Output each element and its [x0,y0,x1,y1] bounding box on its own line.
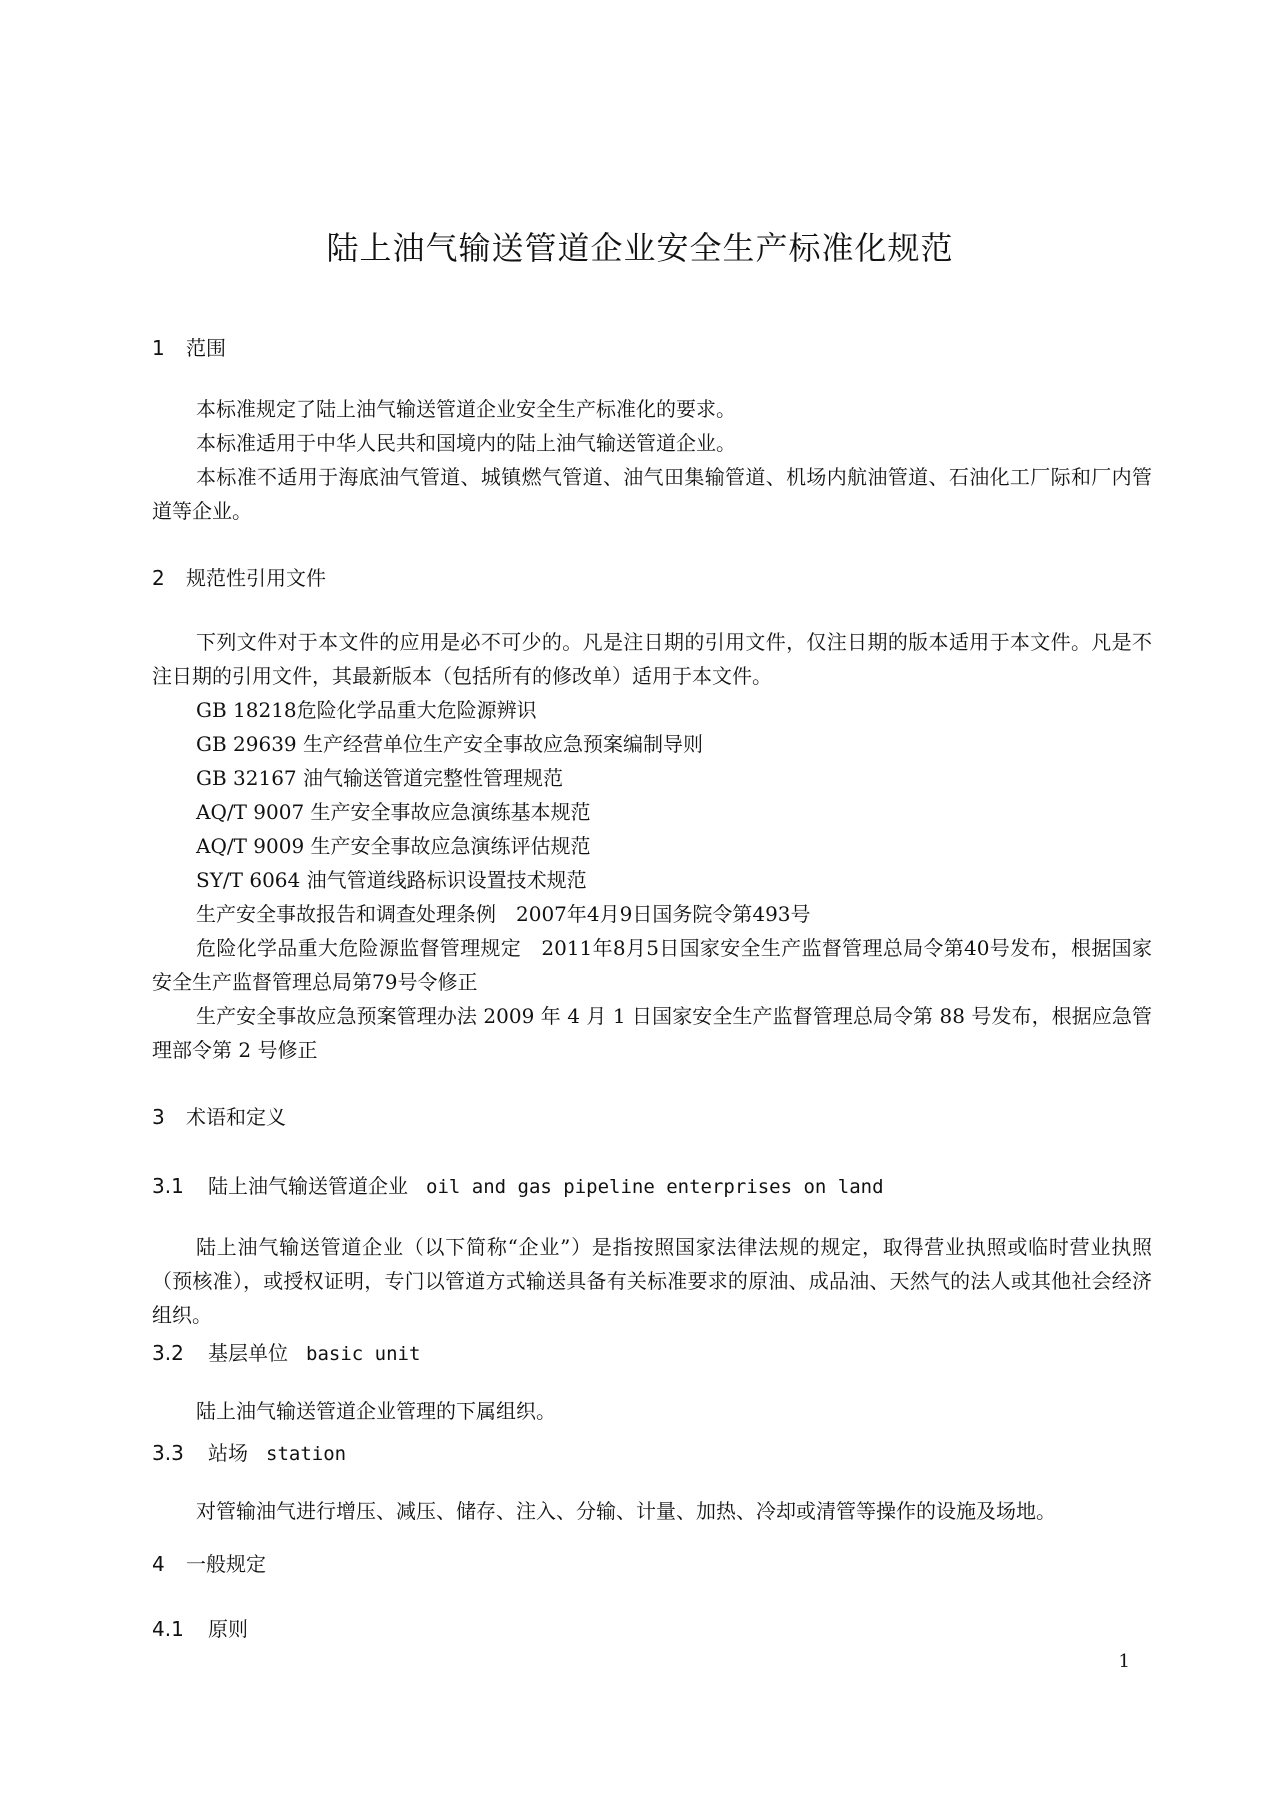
reference-item: SY/T 6064 油气管道线路标识设置技术规范 [196,868,587,892]
section-1-heading [152,333,226,363]
reference-item: GB 32167 油气输送管道完整性管理规范 [196,766,564,790]
reference-item: AQ/T 9009 生产安全事故应急演练评估规范 [196,834,591,858]
section-number: 4 [152,1552,165,1576]
term-number: 3.1 [152,1174,184,1198]
term-en: oil and gas pipeline enterprises on land [426,1176,884,1198]
term-3-1-heading [152,1171,884,1202]
section-number: 3 [152,1105,165,1129]
reference-item: AQ/T 9007 生产安全事故应急演练基本规范 [196,800,591,824]
term-number: 3.2 [152,1341,184,1365]
section-2-intro: 下列文件对于本文件的应用是必不可少的。凡是注日期的引用文件，仅注日期的版本适用于本文件。凡是不注日期的引用文件，其最新版本（包括所有的修改单）适用于本文件。 [152,630,1152,688]
term-number: 3.3 [152,1441,184,1465]
section-number: 1 [152,336,165,360]
term-zh: 站场 [208,1441,248,1465]
term-3-3-definition: 对管输油气进行增压、减压、储存、注入、分输、计量、加热、冷却或清管等操作的设施及场地。 [196,1499,1056,1523]
section-2-heading [152,563,326,593]
section-1-paragraph-1: 本标准规定了陆上油气输送管道企业安全生产标准化的要求。 [196,397,736,421]
reference-item-wrapped: 生产安全事故应急预案管理办法 2009 年 4 月 1 日国家安全生产监督管理总局令第 88 号发布，根据应急管理部令第 2 号修正 [152,1004,1152,1062]
term-3-3-heading [152,1438,346,1469]
section-title: 术语和定义 [186,1105,286,1129]
reference-item: GB 29639 生产经营单位生产安全事故应急预案编制导则 [196,732,704,756]
term-en: basic unit [306,1343,421,1365]
term-3-1-definition: 陆上油气输送管道企业（以下简称“企业”）是指按照国家法律法规的规定，取得营业执照或临时营业执照（预核准），或授权证明，专门以管道方式输送具备有关标准要求的原油、成品油、天然气的法人或其他社会经济组织。 [152,1235,1152,1327]
section-1-paragraph-3: 本标准不适用于海底油气管道、城镇燃气管道、油气田集输管道、机场内航油管道、石油化工厂际和厂内管道等企业。 [152,465,1152,523]
subsection-title: 原则 [208,1617,248,1641]
subsection-4-1-heading [152,1614,248,1644]
section-1-paragraph-2: 本标准适用于中华人民共和国境内的陆上油气输送管道企业。 [196,431,736,455]
document-title: 陆上油气输送管道企业安全生产标准化规范 [326,229,954,267]
section-title: 范围 [186,336,226,360]
subsection-number: 4.1 [152,1617,184,1641]
section-number: 2 [152,566,165,590]
term-zh: 基层单位 [208,1341,288,1365]
term-3-2-heading [152,1338,420,1369]
section-4-heading [152,1549,266,1579]
reference-item: GB 18218危险化学品重大危险源辨识 [196,698,537,722]
reference-item: 生产安全事故报告和调查处理条例 2007年4月9日国务院令第493号 [196,902,811,926]
reference-item-wrapped: 危险化学品重大危险源监督管理规定 2011年8月5日国家安全生产监督管理总局令第40号发布，根据国家安全生产监督管理总局第79号令修正 [152,936,1152,994]
term-en: station [266,1443,347,1465]
section-3-heading [152,1102,286,1132]
term-zh: 陆上油气输送管道企业 [208,1174,408,1198]
section-title: 一般规定 [186,1552,266,1576]
section-title: 规范性引用文件 [186,566,326,590]
term-3-2-definition: 陆上油气输送管道企业管理的下属组织。 [196,1399,556,1423]
page-number: 1 [1118,1651,1130,1672]
